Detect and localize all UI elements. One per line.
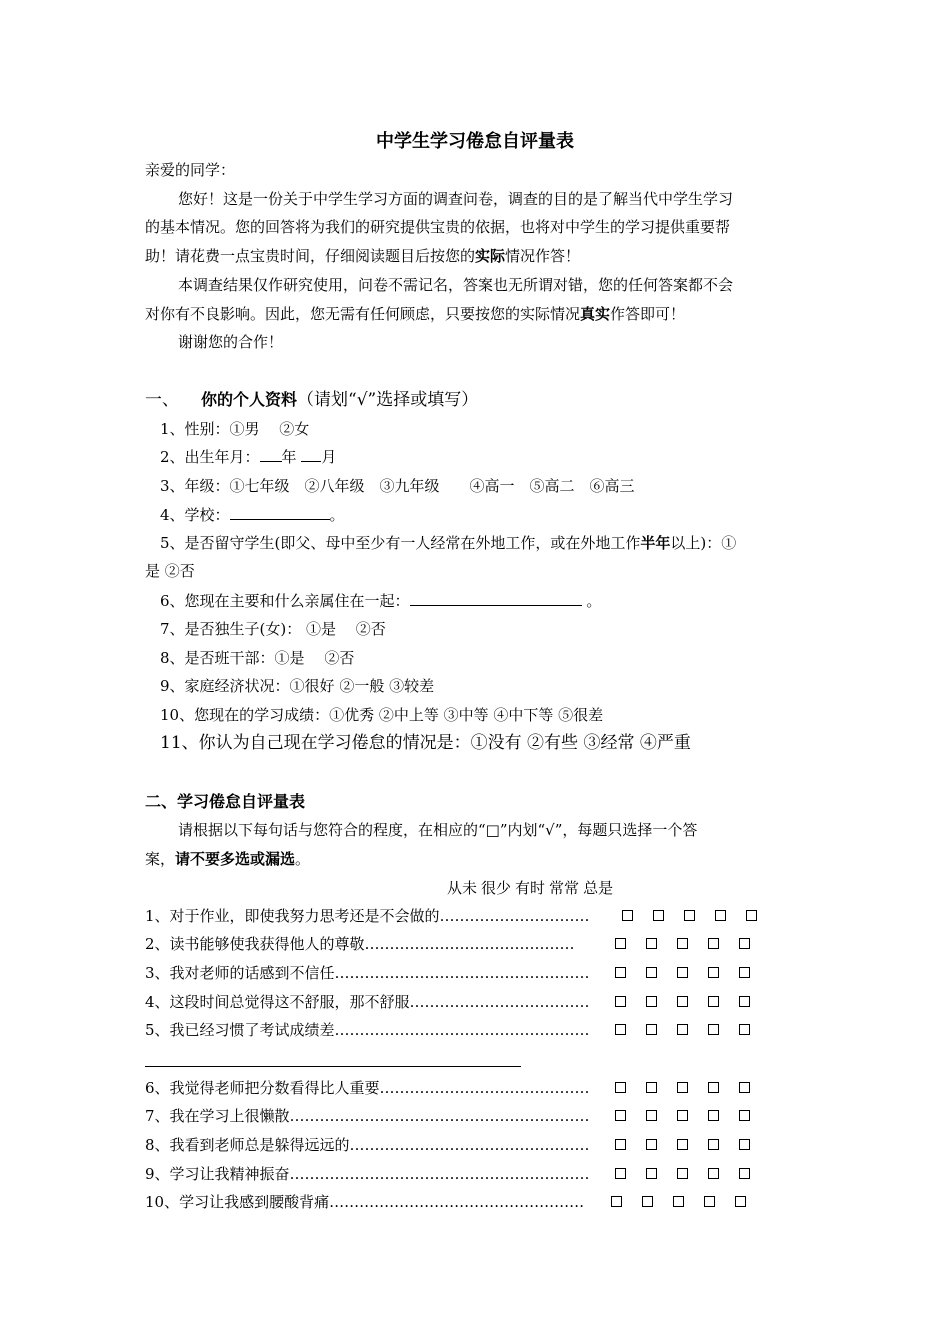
item-birth[interactable]	[160, 447, 336, 467]
question-text: 9、学习让我精神振奋……………………………………………………	[145, 1165, 590, 1183]
rating-checkbox-2[interactable]	[646, 1024, 657, 1035]
rating-checkbox-1[interactable]	[622, 910, 633, 921]
rating-checkboxes	[615, 1020, 750, 1035]
rating-checkbox-2[interactable]	[646, 967, 657, 978]
scale-label: 常常	[549, 879, 580, 897]
intro-text: 对你有不良影响。因此，您无需有任何顾虑，只要按您的实际情况	[145, 305, 581, 323]
scale-label: 很少	[481, 879, 512, 897]
item-punct: 。	[329, 506, 345, 524]
rating-checkbox-5[interactable]	[739, 996, 750, 1007]
rating-checkbox-1[interactable]	[615, 1024, 626, 1035]
item-label: 2、出生年月：	[160, 448, 260, 466]
rating-checkbox-5[interactable]	[739, 1082, 750, 1093]
item-relatives[interactable]	[160, 591, 601, 611]
rating-checkboxes	[615, 1164, 750, 1179]
intro-text: 助！请花费一点宝贵时间，仔细阅读题目后按您的	[145, 247, 476, 265]
question-text: 8、我看到老师总是躲得远远的…………………………………………	[145, 1136, 590, 1154]
rating-checkbox-1[interactable]	[615, 1110, 626, 1121]
item-punct: 。	[581, 592, 602, 610]
rating-checkbox-4[interactable]	[708, 1082, 719, 1093]
rating-checkbox-1[interactable]	[615, 1139, 626, 1150]
item-left-behind-cont[interactable]: 是 ②否	[145, 562, 195, 580]
page-title: 中学生学习倦怠自评量表	[376, 131, 574, 152]
item-label: 以上)：①	[670, 534, 737, 552]
relatives-blank[interactable]	[410, 591, 582, 606]
rating-checkbox-4[interactable]	[708, 1110, 719, 1121]
rating-checkboxes	[615, 1135, 750, 1150]
intro-text: 情况作答！	[505, 247, 581, 265]
rating-checkbox-3[interactable]	[673, 1196, 684, 1207]
scale-label: 有时	[515, 879, 546, 897]
rating-checkbox-4[interactable]	[704, 1196, 715, 1207]
question-row	[145, 1192, 760, 1212]
intro-text: 作答即可！	[610, 305, 686, 323]
question-text: 3、我对老师的话感到不信任……………………………………………	[145, 964, 590, 982]
rating-checkbox-5[interactable]	[739, 1168, 750, 1179]
year-label: 年	[281, 448, 297, 466]
rating-checkbox-2[interactable]	[646, 1139, 657, 1150]
question-row	[145, 934, 760, 954]
question-row	[145, 906, 760, 926]
rating-checkboxes	[615, 1078, 750, 1093]
rating-checkboxes	[615, 934, 750, 949]
question-text: 10、学习让我感到腰酸背痛……………………………………………	[145, 1193, 585, 1211]
instruction-text: 案，	[145, 850, 176, 868]
rating-checkbox-4[interactable]	[708, 1024, 719, 1035]
month-label: 月	[321, 448, 337, 466]
rating-checkbox-3[interactable]	[677, 996, 688, 1007]
intro-line	[145, 246, 580, 266]
item-school[interactable]	[160, 505, 345, 525]
question-row	[145, 1020, 760, 1040]
year-blank[interactable]	[260, 447, 282, 462]
rating-checkbox-2[interactable]	[646, 1110, 657, 1121]
scale-label: 从未	[447, 879, 478, 897]
rating-checkbox-5[interactable]	[739, 1139, 750, 1150]
rating-checkbox-2[interactable]	[646, 938, 657, 949]
item-family-economy[interactable]: 9、家庭经济状况：①很好 ②一般 ③较差	[160, 677, 435, 695]
rating-checkbox-5[interactable]	[739, 938, 750, 949]
rating-checkbox-3[interactable]	[677, 967, 688, 978]
question-text: 6、我觉得老师把分数看得比人重要……………………………………	[145, 1079, 590, 1097]
rating-checkbox-2[interactable]	[646, 996, 657, 1007]
section2-instruction	[145, 849, 310, 869]
item-class-cadre[interactable]: 8、是否班干部：①是 ②否	[160, 649, 355, 667]
rating-checkbox-4[interactable]	[715, 910, 726, 921]
rating-checkbox-2[interactable]	[646, 1082, 657, 1093]
intro-line: 的基本情况。您的回答将为我们的研究提供宝贵的依据，也将对中学生的学习提供重要帮	[145, 218, 731, 236]
rating-checkbox-3[interactable]	[677, 1024, 688, 1035]
emphasis-text: 请不要多选或漏选	[175, 850, 296, 868]
emphasis-text: 半年	[640, 534, 671, 552]
month-blank[interactable]	[301, 447, 321, 462]
rating-checkbox-4[interactable]	[708, 1139, 719, 1150]
rating-checkbox-1[interactable]	[611, 1196, 622, 1207]
rating-checkbox-5[interactable]	[739, 1024, 750, 1035]
rating-checkbox-1[interactable]	[615, 967, 626, 978]
rating-checkboxes	[615, 963, 750, 978]
rating-checkboxes	[622, 906, 757, 921]
emphasis-text: 真实	[580, 305, 611, 323]
rating-checkbox-5[interactable]	[739, 1110, 750, 1121]
rating-checkbox-1[interactable]	[615, 1082, 626, 1093]
greeting: 亲爱的同学：	[145, 161, 236, 179]
section1-heading	[145, 390, 478, 410]
rating-checkbox-2[interactable]	[646, 1168, 657, 1179]
rating-checkbox-4[interactable]	[708, 938, 719, 949]
section2-title: 二、学习倦怠自评量表	[145, 792, 306, 811]
rating-checkbox-3[interactable]	[684, 910, 695, 921]
rating-scale-header	[447, 878, 617, 898]
section1-title: 你的个人资料	[201, 390, 298, 409]
question-row	[145, 1135, 760, 1155]
rating-checkbox-2[interactable]	[642, 1196, 653, 1207]
question-text: 4、这段时间总觉得这不舒服，那不舒服………………………………	[145, 993, 590, 1011]
question-text: 5、我已经习惯了考试成绩差……………………………………………	[145, 1021, 590, 1039]
rating-checkbox-1[interactable]	[615, 1168, 626, 1179]
rating-checkbox-4[interactable]	[708, 967, 719, 978]
rating-checkbox-4[interactable]	[708, 996, 719, 1007]
item-label: 4、学校：	[160, 506, 230, 524]
question-row	[145, 1106, 760, 1126]
item-label: 6、您现在主要和什么亲属住在一起：	[160, 592, 410, 610]
item-grade[interactable]: 3、年级：①七年级 ②八年级 ③九年级 ④高一 ⑤高二 ⑥高三	[160, 477, 635, 495]
question-row	[145, 963, 760, 983]
question-text: 1、对于作业，即使我努力思考还是不会做的…………………………	[145, 907, 590, 925]
intro-line: 本调查结果仅作研究使用，问卷不需记名，答案也无所谓对错，您的任何答案都不会	[178, 276, 734, 294]
question-row	[145, 1164, 760, 1184]
item-school-grades[interactable]: 10、您现在的学习成绩：①优秀 ②中上等 ③中等 ④中下等 ⑤很差	[160, 706, 604, 724]
rating-checkbox-5[interactable]	[739, 967, 750, 978]
section2-instruction: 请根据以下每句话与您符合的程度，在相应的“□”内划“√”，每题只选择一个答	[178, 821, 698, 839]
scale-label: 总是	[583, 879, 614, 897]
rating-checkbox-3[interactable]	[677, 1082, 688, 1093]
question-row	[145, 992, 760, 1012]
intro-line: 您好！这是一份关于中学生学习方面的调查问卷，调查的目的是了解当代中学生学习	[178, 190, 734, 208]
rating-checkboxes	[611, 1192, 746, 1207]
question-row	[145, 1078, 760, 1098]
item-only-child[interactable]: 7、是否独生子(女)： ①是 ②否	[160, 620, 386, 638]
rating-checkbox-3[interactable]	[677, 1168, 688, 1179]
rating-checkbox-3[interactable]	[677, 1139, 688, 1150]
section1-note: （请划“√”选择或填写）	[297, 390, 479, 410]
rating-checkbox-1[interactable]	[615, 938, 626, 949]
divider-line	[145, 1066, 521, 1067]
rating-checkboxes	[615, 992, 750, 1007]
section1-number: 一、	[145, 390, 179, 410]
emphasis-text: 实际	[475, 247, 506, 265]
rating-checkbox-4[interactable]	[708, 1168, 719, 1179]
thanks-line: 谢谢您的合作！	[178, 333, 284, 351]
item-gender[interactable]: 1、性别：①男 ②女	[160, 420, 310, 438]
rating-checkbox-1[interactable]	[615, 996, 626, 1007]
rating-checkbox-3[interactable]	[677, 1110, 688, 1121]
item-left-behind[interactable]	[160, 533, 736, 553]
item-burnout-level[interactable]: 11、你认为自己现在学习倦怠的情况是：①没有 ②有些 ③经常 ④严重	[160, 733, 691, 753]
rating-checkbox-3[interactable]	[677, 938, 688, 949]
rating-checkbox-2[interactable]	[653, 910, 664, 921]
question-text: 7、我在学习上很懒散……………………………………………………	[145, 1107, 590, 1125]
rating-checkbox-5[interactable]	[735, 1196, 746, 1207]
rating-checkbox-5[interactable]	[746, 910, 757, 921]
item-label: 5、是否留守学生(即父、母中至少有一人经常在外地工作，或在外地工作	[160, 534, 641, 552]
rating-checkboxes	[615, 1106, 750, 1121]
question-text: 2、读书能够使我获得他人的尊敬……………………………………	[145, 935, 575, 953]
school-blank[interactable]	[230, 505, 330, 520]
intro-line	[145, 304, 685, 324]
instruction-text: 。	[295, 850, 311, 868]
